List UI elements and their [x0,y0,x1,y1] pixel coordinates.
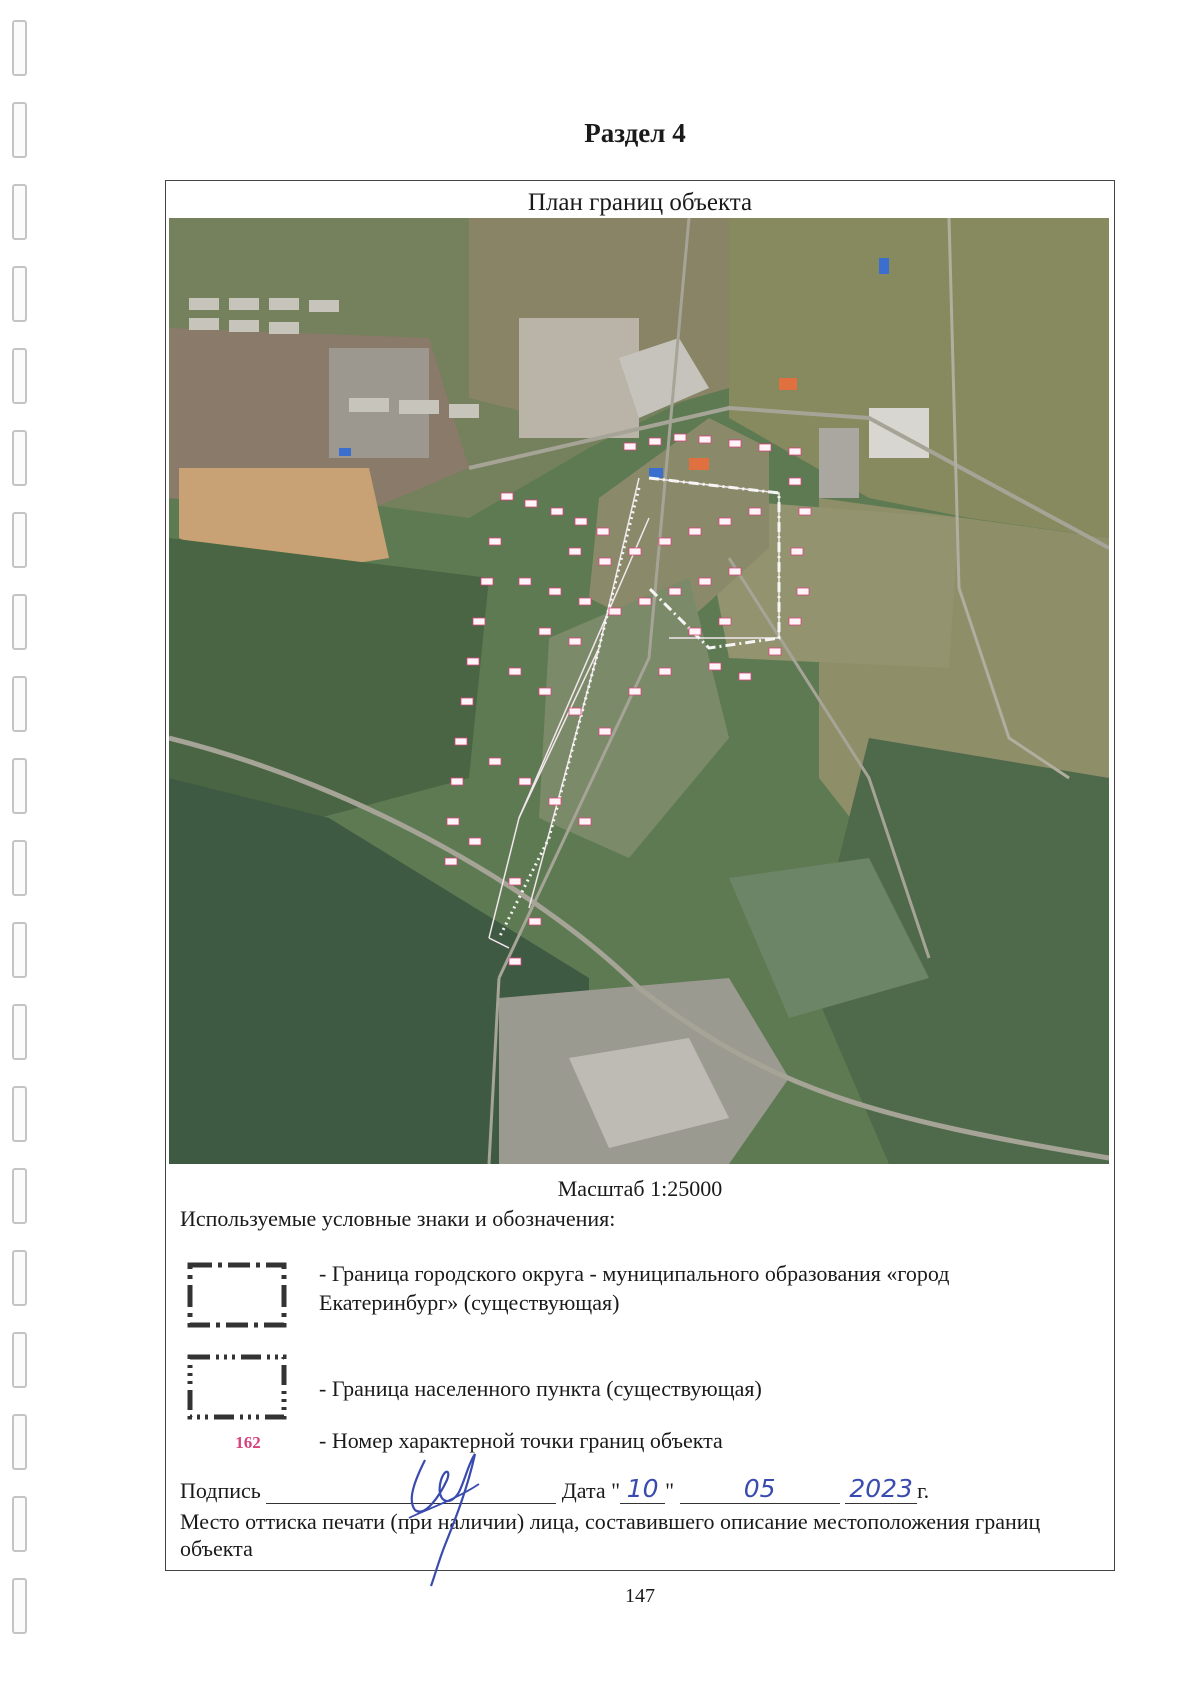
plan-title: План границ объекта [527,189,753,216]
satellite-map [169,218,1109,1164]
binding-hole [12,922,27,978]
binding-hole [12,266,27,322]
binding-hole [12,1496,27,1552]
date-label: Дата [561,1478,606,1503]
date-year-field: 2023 [845,1481,917,1504]
binding-hole [12,1332,27,1388]
date-day-field: 10 [620,1481,665,1504]
plan-frame [165,180,1115,1571]
legend-item-settlement-boundary: - Граница населенного пункта (существующая) [319,1376,762,1401]
scale-label: Масштаб 1:25000 [557,1176,723,1201]
binding-hole [12,512,27,568]
dotted-boundary-icon [186,1353,288,1421]
signature-label: Подпись [180,1478,261,1503]
stamp-place-text: Место оттиска печати (при наличии) лица, составившего описание местоположения границ объекта [180,1509,1041,1561]
binding-hole [12,184,27,240]
signature-date-row: Подпись Дата " 10 " 05 2023 г. [180,1474,930,1503]
legend-title: Используемые условные знаки и обозначения: [180,1206,616,1231]
binding-hole [12,1086,27,1142]
legend-item-point-number: - Номер характерной точки границ объекта [319,1428,723,1453]
section-title: Раздел 4 [584,118,686,148]
binding-holes [4,0,34,1698]
binding-hole [12,1414,27,1470]
handwritten-signature [395,1440,485,1590]
binding-hole [12,430,27,486]
binding-hole [12,1004,27,1060]
binding-hole [12,594,27,650]
legend-item-city-boundary: - Граница городского округа - муниципального образования «город Екатеринбург» (существующая) [319,1261,950,1315]
binding-hole [12,758,27,814]
binding-hole [12,840,27,896]
binding-hole [12,676,27,732]
binding-hole [12,348,27,404]
binding-hole [12,1168,27,1224]
date-month-field: 05 [680,1481,840,1504]
binding-hole [12,20,27,76]
page-number: 147 [625,1585,655,1607]
point-number-sample: 162 [235,1433,261,1452]
binding-hole [12,1250,27,1306]
dash-dot-boundary-icon [186,1261,288,1329]
